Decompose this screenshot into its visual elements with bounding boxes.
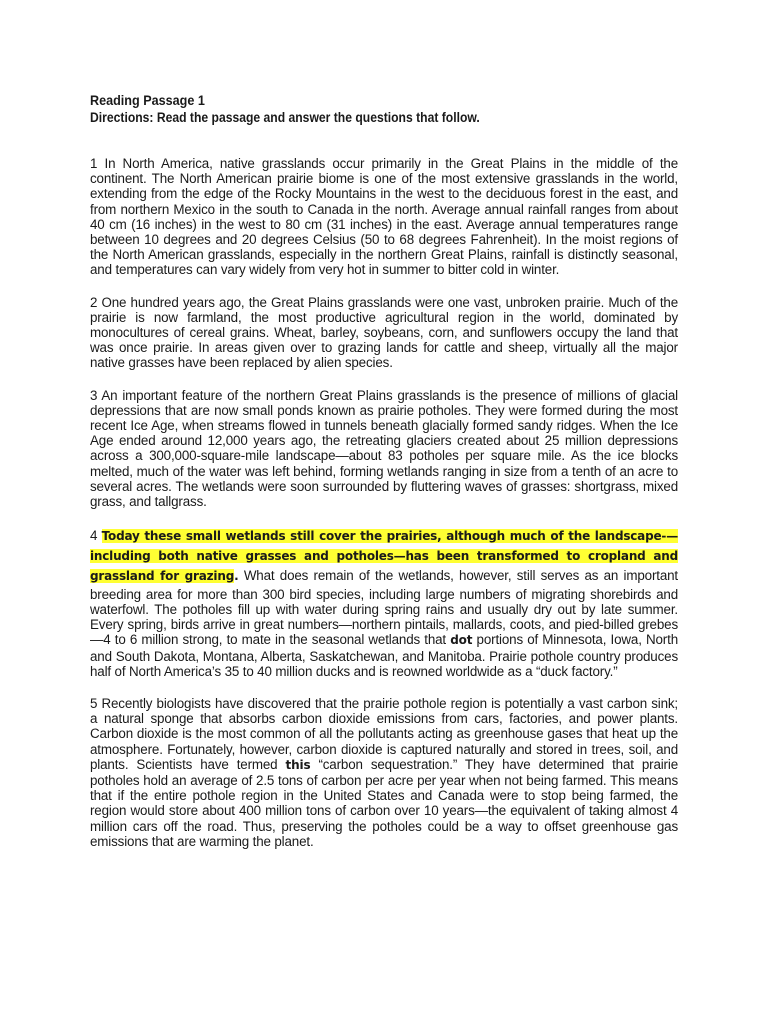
document-page (90, 92, 678, 866)
paragraph-4 (90, 526, 678, 679)
passage-title: Reading Passage 1 (90, 92, 205, 108)
paragraph-3: 3 An important feature of the northern Great Plains grasslands is the presence of millions of glacial depressions that are now small ponds known as prairie potholes. They were formed during the most recent Ice Age, when streams flowed in tunnels beneath glacially formed sandy ridges. When the Ice Age ended around 12,000 years ago, the retreating glaciers created about 25 million depressions across a 300,000-square-mile landscape—about 83 potholes per square mile. As the ice blocks melted, much of the water was left behind, forming wetlands ranging in size from a tenth of an acre to several acres. The wetlands were soon surrounded by fluttering waves of grasses: shortgrass, mixed grass, and tallgrass. (90, 387, 678, 510)
bold-word-dot: dot (450, 633, 473, 648)
bold-word-this: this (285, 757, 311, 772)
paragraph-5-text-a: 5 Recently biologists have discovered that the prairie pothole region is potentially a vast carbon sink; a natural sponge that absorbs carbon dioxide emissions from cars, factories, and power plants. Carbon dioxide is the most common of all the pollutants acting as greenhouse gases that heat up the atmosphere. Fortunately, however, carbon dioxide is captured naturally and stored in trees, soil, and plants. Scientists have termed (90, 695, 678, 772)
paragraph-4-text-a: What does remain of the wetlands, however, still serves as an important breeding area for more than 300 bird species, including large numbers of migrating shorebirds and waterfowl. The potholes fill up with water during spring rains and usually dry out by late summer. Every spring, birds arrive in great numbers—northern pintails, mallards, coots, and pied-billed grebes—4 to 6 million strong, to mate in the seasonal wetlands that (90, 568, 679, 648)
paragraph-4-text-b: portions of Minnesota, Iowa, North and South Dakota, Montana, Alberta, Saskatchewan, and Manitoba. Prairie pothole country produces half of North America’s 35 to 40 million ducks and is reowned worldwide as a “duck factory.” (90, 632, 678, 679)
paragraph-1: 1 In North America, native grasslands occur primarily in the Great Plains in the middle of the continent. The North American prairie biome is one of the most extensive grasslands in the world, extending from the edge of the Rocky Mountains in the west to the deciduous forest in the east, and from northern Mexico in the south to Canada in the north. Average annual rainfall ranges from about 40 cm (16 inches) in the west to 80 cm (31 inches) in the east. Average annual temperatures range between 10 degrees and 20 degrees Celsius (50 to 68 degrees Fahrenheit). In the moist regions of the North American grasslands, especially in the northern Great Plains, rainfall is distinctly seasonal, and temperatures can vary widely from very hot in summer to bitter cold in winter. (90, 156, 678, 278)
paragraph-5-text-b: “carbon sequestration.” They have determined that prairie potholes hold an average of 2.5 tons of carbon per acre per year when not being farmed. This means that if the entire pothole region in the United States and Canada were to stop being farmed, the region would store about 400 million tons of carbon over 10 years—the equivalent of taking almost 4 million cars off the road. Thus, preserving the potholes could be a way to offset greenhouse gas emissions that are warming the planet. (90, 756, 678, 849)
highlight-period: . (234, 569, 239, 584)
passage-directions: Directions: Read the passage and answer the questions that follow. (90, 110, 480, 125)
paragraph-5 (90, 696, 678, 849)
highlighted-sentence: Today these small wetlands still cover the prairies, although much of the landscape-—including both native grasses and potholes—has been transformed to cropland and grassland for grazing (90, 529, 678, 584)
paragraph-4-number: 4 (90, 528, 102, 544)
paragraph-2: 2 One hundred years ago, the Great Plains grasslands were one vast, unbroken prairie. Much of the prairie is now farmland, the most productive agricultural region in the world, dominated by monocultures of cereal grains. Wheat, barley, soybeans, corn, and sunflowers occupy the land that was once prairie. In areas given over to grazing lands for cattle and sheep, virtually all the major native grasses have been replaced by alien species. (90, 294, 678, 371)
